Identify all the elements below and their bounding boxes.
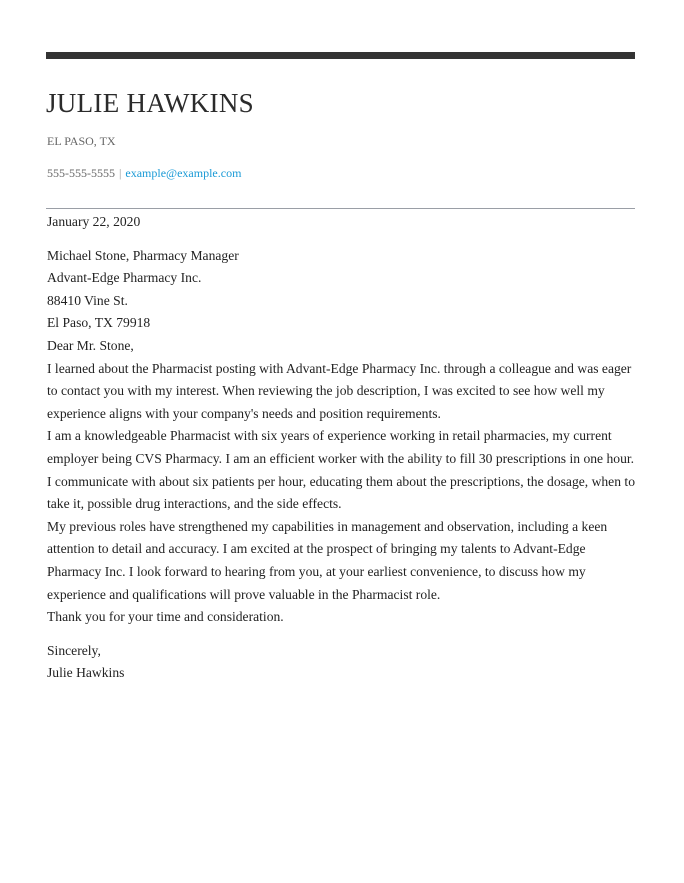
signature-name: Julie Hawkins [47, 665, 125, 681]
recipient-block [47, 245, 637, 335]
phone-number: 555-555-5555 [47, 166, 115, 180]
signoff-block [47, 640, 637, 685]
applicant-name: JULIE HAWKINS [46, 88, 254, 118]
body-paragraph: My previous roles have strengthened my capabilities in management and observation, including a keen attention to detail and accuracy. I am excited at the prospect of bringing my talents to Advant-Edge Pharmacy Inc. I look forward to hearing from you, at your earliest convenience, to discuss how my experience and qualifications will prove valuable in the Pharmacist role. [47, 518, 608, 602]
recipient-company: Advant-Edge Pharmacy Inc. [47, 270, 202, 286]
salutation: Dear Mr. Stone, [47, 337, 134, 353]
letter-date: January 22, 2020 [47, 214, 141, 229]
email-link[interactable]: example@example.com [125, 166, 242, 180]
recipient-name: Michael Stone, Pharmacy Manager [47, 247, 239, 263]
recipient-street: 88410 Vine St. [47, 292, 128, 308]
applicant-location: EL PASO, TX [47, 134, 116, 148]
contact-line [47, 165, 241, 181]
signoff: Sincerely, [47, 642, 101, 658]
header-top-bar [46, 52, 635, 59]
body-paragraph: I learned about the Pharmacist posting with Advant-Edge Pharmacy Inc. through a colleague and was eager to contact you with my interest. When reviewing the job description, I was excited to see how well my experience aligns with your company's needs and position requirements. [47, 360, 632, 421]
header-divider [46, 208, 635, 209]
letter-body [47, 211, 637, 685]
closing-line: Thank you for your time and consideration. [47, 609, 284, 625]
body-paragraph: I am a knowledgeable Pharmacist with six years of experience working in retail pharmacies, my current employer being CVS Pharmacy. I am an efficient worker with the ability to fill 30 prescriptions in one hour. I communicate with about six patients per hour, educating them about the prescriptions, the dosage, when to take it, possible drug interactions, and the side effects. [47, 428, 635, 512]
recipient-city: El Paso, TX 79918 [47, 315, 151, 331]
contact-separator: | [119, 166, 122, 180]
